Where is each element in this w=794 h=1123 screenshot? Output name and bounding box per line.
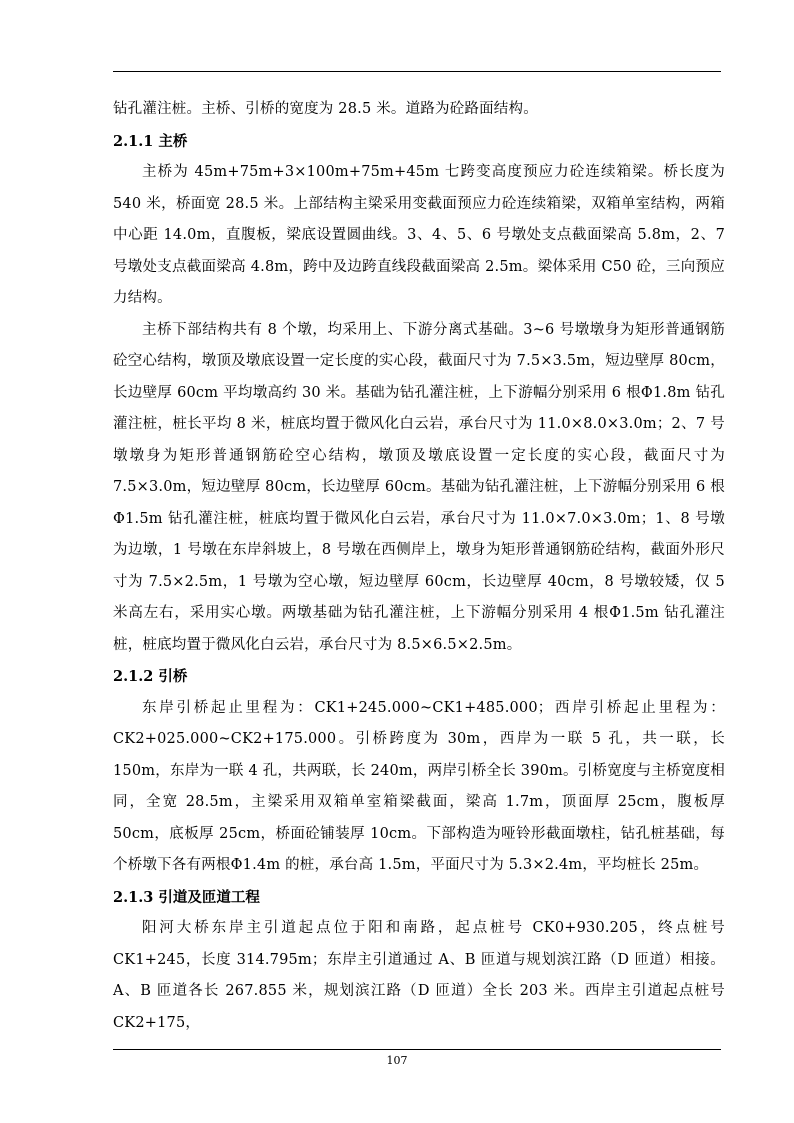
section-heading-approach-bridge: 2.1.2 引桥: [113, 668, 188, 685]
section-heading-approach-road: 2.1.3 引道及匝道工程: [113, 888, 260, 906]
page-number: 107: [386, 1054, 408, 1067]
footer-rule: [113, 1049, 721, 1050]
approach-bridge-paragraph: 东岸引桥起止里程为：CK1+245.000~CK1+485.000；西岸引桥起止里程为：CK2+025.000~CK2+175.000。引桥跨度为 30m，西岸为一联 5 孔，共一联，长 150m，东岸为一联 4 孔，共两联，长 240m，两岸引桥全长 390m。引桥宽度与主桥宽度相同，全宽 28.5m，主梁采用双箱单室箱梁截面，梁高 1.7m，顶面厚 25cm，腹板厚 50cm，底板厚 25cm，桥面砼铺装厚 10cm。下部构造为哑铃形截面墩柱，钻孔桩基础，每个桥墩下各有两根Φ1.4m 的桩，承台高 1.5m，平面尺寸为 5.3×2.4m，平均桩长 25m。: [113, 699, 725, 873]
approach-road-paragraph: 阳河大桥东岸主引道起点位于阳和南路，起点桩号 CK0+930.205，终点桩号 CK1+245，长度 314.795m；东岸主引道通过 A、B 匝道与规划滨江路（D 匝道）相接。A、B 匝道各长 267.855 米，规划滨江路（D 匝道）全长 203 米。西岸主引道起点桩号 CK2+175，: [113, 920, 725, 1031]
section-heading-main-bridge: 2.1.1 主桥: [113, 132, 188, 150]
intro-paragraph: 钻孔灌注桩。主桥、引桥的宽度为 28.5 米。道路为砼路面结构。: [113, 101, 538, 117]
header-rule: [113, 71, 721, 72]
page-body: [113, 94, 725, 1039]
main-bridge-paragraph-1: 主桥为 45m+75m+3×100m+75m+45m 七跨变高度预应力砼连续箱梁。桥长度为 540 米，桥面宽 28.5 米。上部结构主梁采用变截面预应力砼连续箱梁，双箱单室结构，两箱中心距 14.0m，直腹板，梁底设置圆曲线。3、4、5、6 号墩处支点截面梁高 5.8m，2、7 号墩处支点截面梁高 4.8m，跨中及边跨直线段截面梁高 2.5m。梁体采用 C50 砼，三向预应力结构。: [113, 164, 725, 306]
main-bridge-paragraph-2: 主桥下部结构共有 8 个墩，均采用上、下游分离式基础。3~6 号墩墩身为矩形普通钢筋砼空心结构，墩顶及墩底设置一定长度的实心段，截面尺寸为 7.5×3.5m，短边壁厚 80cm，长边壁厚 60cm 平均墩高约 30 米。基础为钻孔灌注桩，上下游幅分别采用 6 根Φ1.8m 钻孔灌注桩，桩长平均 8 米，桩底均置于微风化白云岩，承台尺寸为 11.0×8.0×3.0m；2、7 号墩墩身为矩形普通钢筋砼空心结构，墩顶及墩底设置一定长度的实心段，截面尺寸为 7.5×3.0m，短边壁厚 80cm，长边壁厚 60cm。基础为钻孔灌注桩，上下游幅分别采用 6 根Φ1.5m 钻孔灌注桩，桩底均置于微风化白云岩，承台尺寸为 11.0×7.0×3.0m；1、8 号墩为边墩，1 号墩在东岸斜坡上，8 号墩在西侧岸上，墩身为矩形普通钢筋砼结构，截面外形尺寸为 7.5×2.5m，1 号墩为空心墩，短边壁厚 60cm，长边壁厚 40cm，8 号墩较矮，仅 5 米高左右，采用实心墩。两墩基础为钻孔灌注桩，上下游幅分别采用 4 根Φ1.5m 钻孔灌注桩，桩底均置于微风化白云岩，承台尺寸为 8.5×6.5×2.5m。: [113, 321, 725, 653]
